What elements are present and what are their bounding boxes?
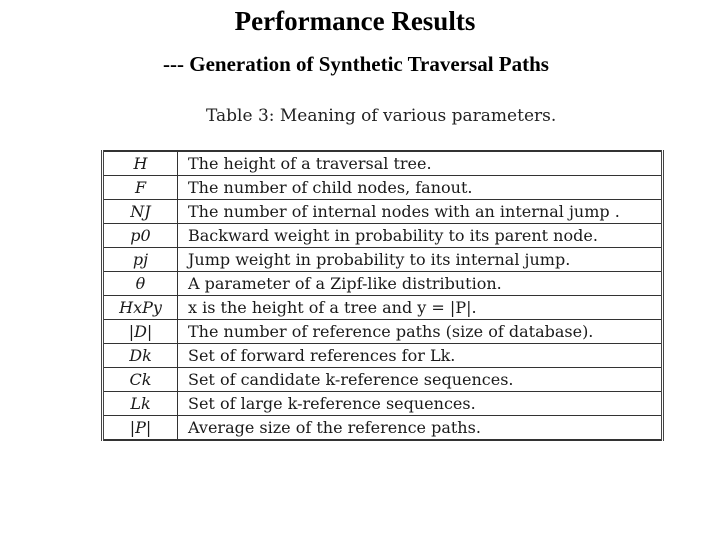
parameter-symbol: H	[104, 151, 178, 176]
parameter-meaning: Average size of the reference paths.	[178, 416, 662, 441]
table-row	[104, 248, 661, 272]
parameter-meaning: Set of large k-reference sequences.	[178, 392, 662, 416]
table-caption: Table 3: Meaning of various parameters.	[206, 106, 557, 126]
parameter-meaning: The height of a traversal tree.	[178, 151, 662, 176]
table-row	[104, 224, 661, 248]
parameter-symbol: |P|	[104, 416, 178, 441]
table-row	[104, 392, 661, 416]
table-row	[104, 272, 661, 296]
parameter-symbol: F	[104, 176, 178, 200]
table-row	[104, 200, 661, 224]
slide-subtitle: --- Generation of Synthetic Traversal Paths	[163, 52, 549, 76]
table-row	[104, 151, 661, 176]
table-row	[104, 176, 661, 200]
parameter-symbol: Ck	[104, 368, 178, 392]
parameter-symbol: HxPy	[104, 296, 178, 320]
parameter-meaning: Jump weight in probability to its internal jump.	[178, 248, 662, 272]
parameter-meaning: The number of reference paths (size of database).	[178, 320, 662, 344]
slide-title: Performance Results	[234, 6, 476, 36]
parameter-symbol: NJ	[104, 200, 178, 224]
parameter-symbol: |D|	[104, 320, 178, 344]
parameter-meaning: A parameter of a Zipf-like distribution.	[178, 272, 662, 296]
parameter-meaning: The number of child nodes, fanout.	[178, 176, 662, 200]
parameter-meaning: Set of forward references for Lk.	[178, 344, 662, 368]
parameter-symbol: Lk	[104, 392, 178, 416]
parameter-symbol: θ	[104, 272, 178, 296]
parameter-symbol: p0	[104, 224, 178, 248]
table-row	[104, 344, 661, 368]
table-row	[104, 368, 661, 392]
parameter-symbol: Dk	[104, 344, 178, 368]
parameter-symbol: pj	[104, 248, 178, 272]
parameters-table-frame	[101, 150, 664, 441]
parameter-meaning: x is the height of a tree and y = |P|.	[178, 296, 662, 320]
parameter-meaning: The number of internal nodes with an internal jump .	[178, 200, 662, 224]
table-row	[104, 296, 661, 320]
parameter-meaning: Backward weight in probability to its parent node.	[178, 224, 662, 248]
table-row	[104, 416, 661, 441]
table-row	[104, 320, 661, 344]
parameters-table	[104, 150, 661, 441]
parameter-meaning: Set of candidate k-reference sequences.	[178, 368, 662, 392]
